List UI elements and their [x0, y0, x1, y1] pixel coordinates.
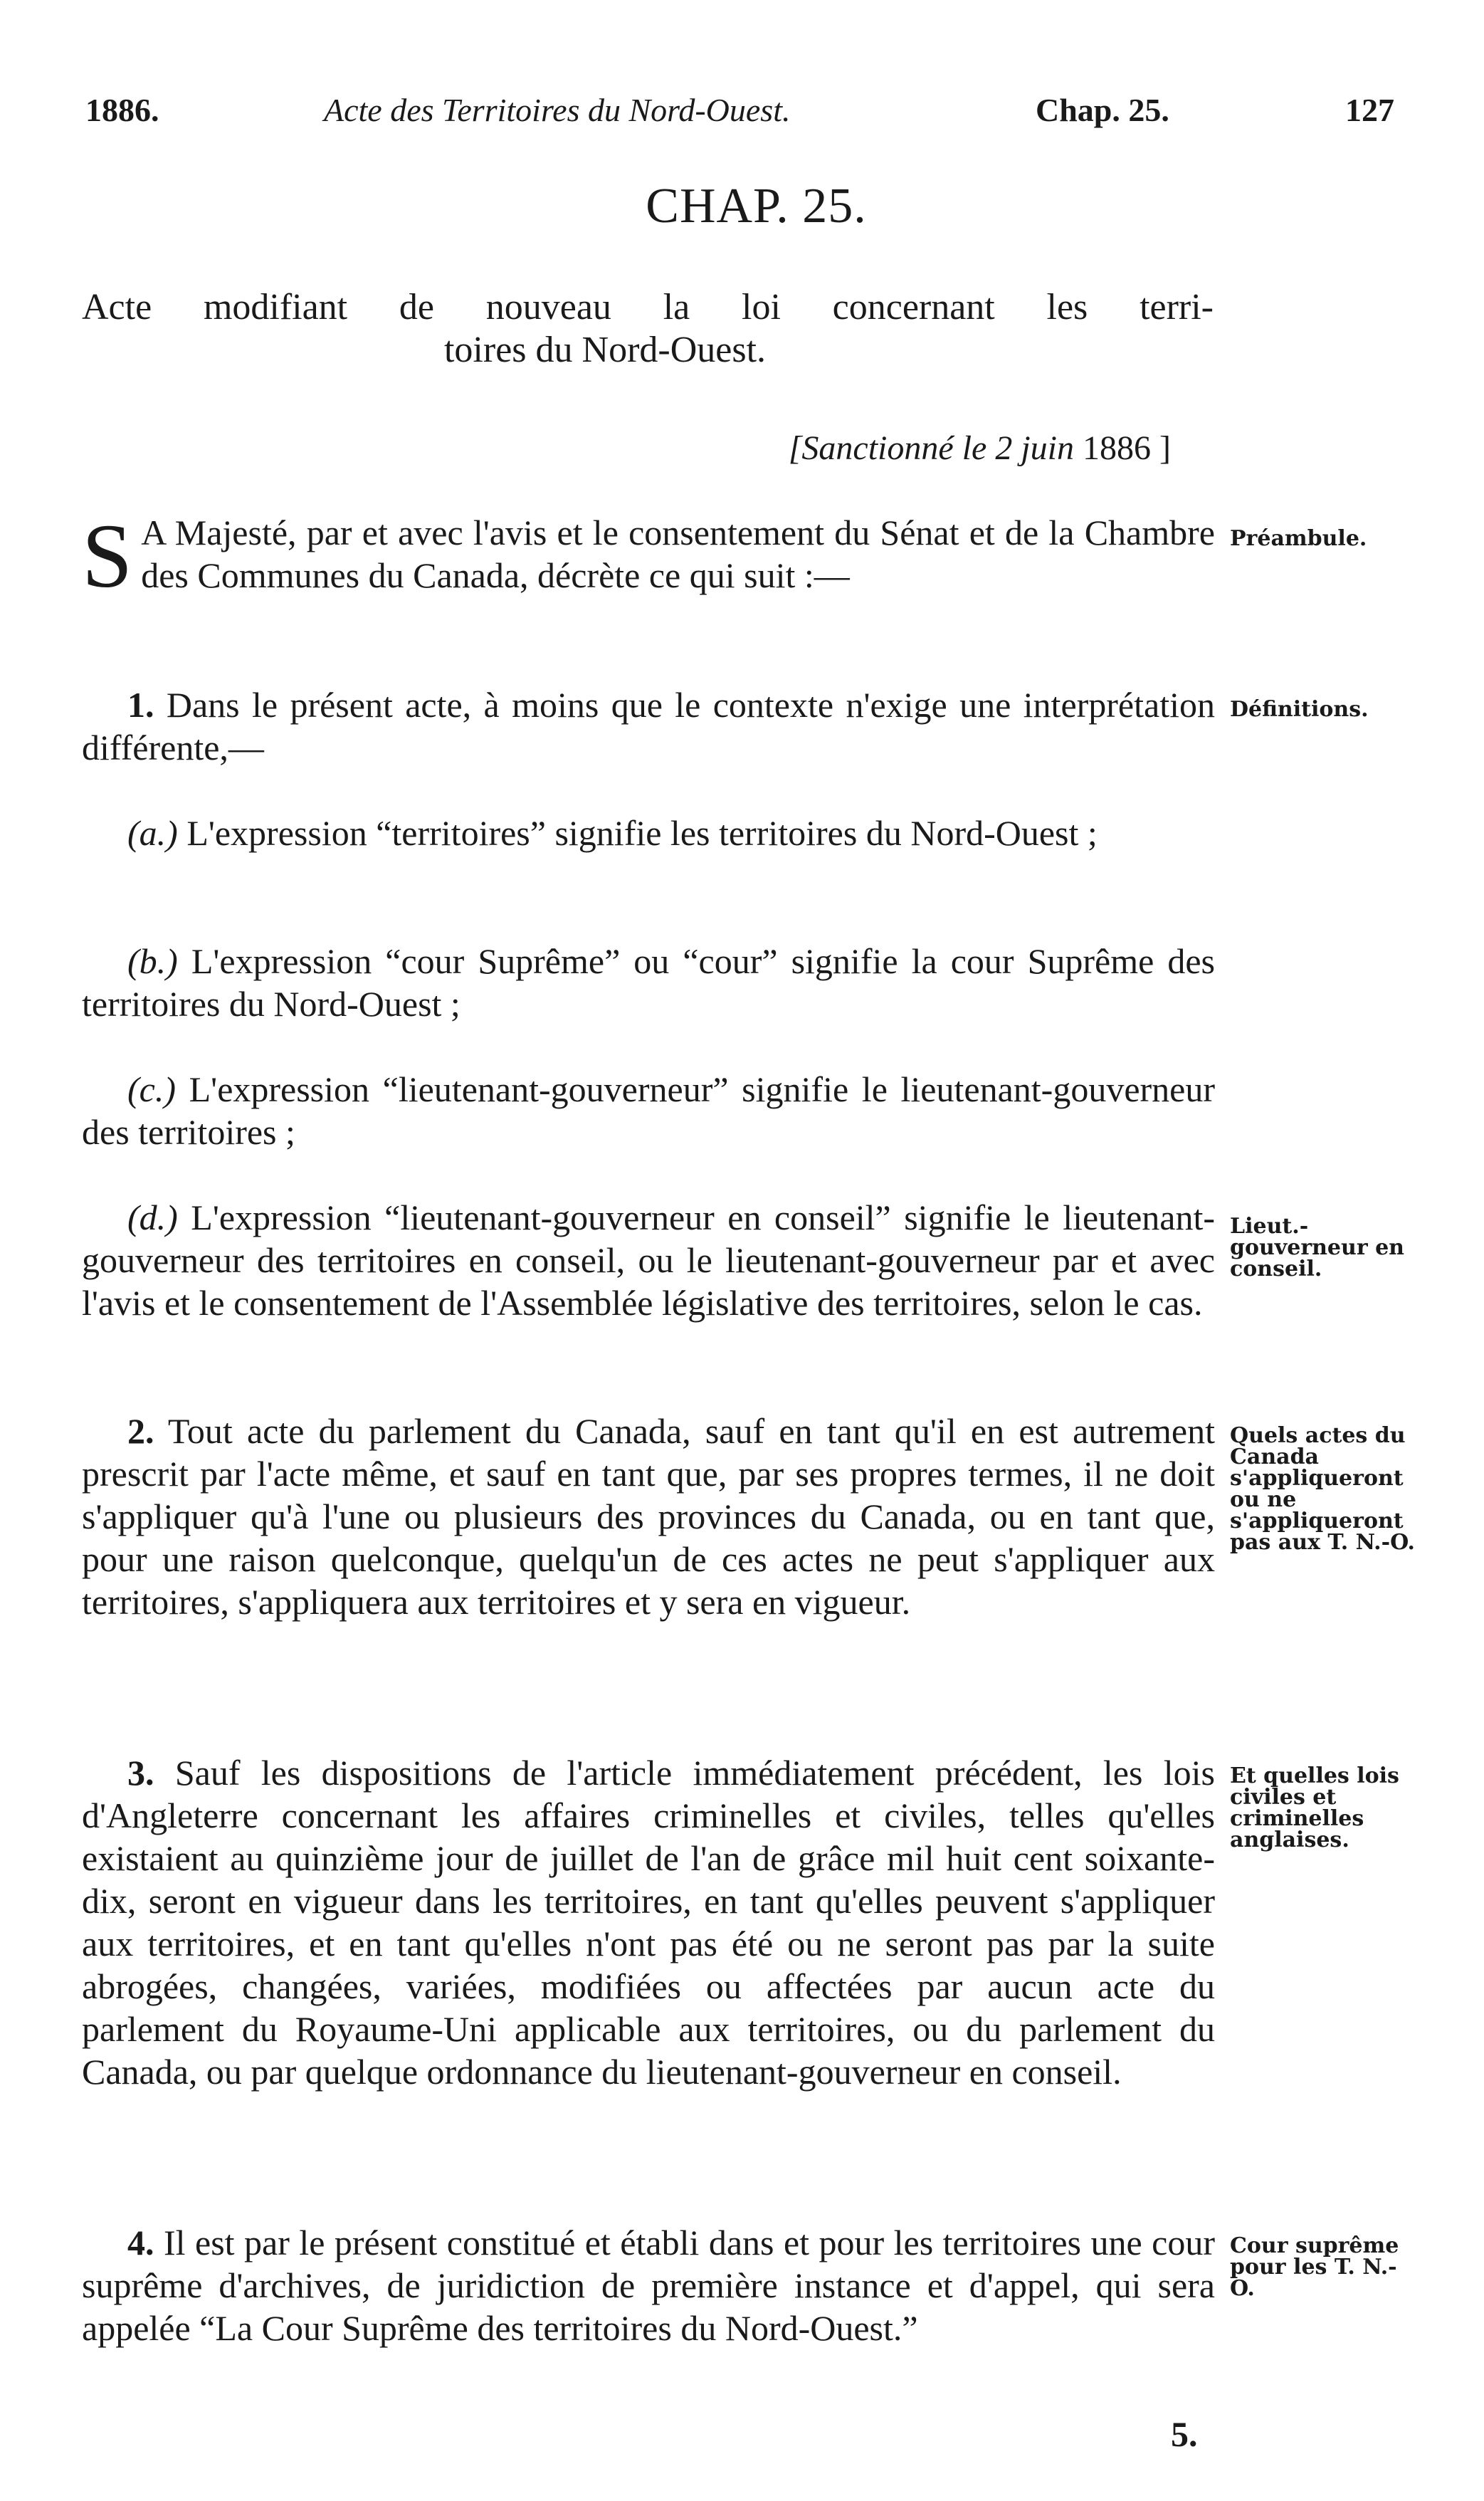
- sanction-date: [789, 429, 1171, 468]
- section-3: [82, 1751, 1215, 2093]
- sidenote-section-4: Cour suprême pour les T. N.-O.: [1230, 2233, 1399, 2301]
- clause-label: (a.): [127, 813, 178, 853]
- act-title: [82, 286, 1214, 372]
- section-number: 3.: [127, 1753, 154, 1793]
- section-text: Il est par le présent constitué et établi dans et pour les territoires une cour suprême d'archives, de juridiction de première instance et d'appel, qui sera appelée “La Cour Suprême des territoires du Nord-Ouest.”: [82, 2223, 1215, 2348]
- preamble-paragraph: [82, 505, 1215, 607]
- section-1: [82, 683, 1215, 769]
- clause-text: L'expression “cour Suprême” ou “cour” signifie la cour Suprême des territoires du Nord-Ouest ;: [82, 941, 1215, 1024]
- section-text: Tout acte du parlement du Canada, sauf en tant qu'il en est autrement prescrit par l'acte même, et sauf en tant que, par ses propres termes, il ne doit s'appliquer qu'à l'une ou plusieurs des provinces du Canada, ou en tant que, pour une raison quelconque, quelqu'un de ces actes ne peut s'appliquer aux territoires, s'appliquera aux territoires et y sera en vigueur.: [82, 1411, 1215, 1622]
- section-number: 4.: [127, 2223, 154, 2263]
- definition-d: [82, 1196, 1215, 1324]
- running-head-title: Acte des Territoires du Nord-Ouest.: [324, 92, 791, 128]
- preamble-text: A Majesté, par et avec l'avis et le consentement du Sénat et de la Chambre des Communes du Canada, décrète ce qui suit :—: [141, 513, 1215, 595]
- clause-text: L'expression “lieutenant-gouverneur” signifie le lieutenant-gouverneur des territoires ;: [82, 1069, 1215, 1152]
- page-number: 127: [1345, 92, 1394, 128]
- sidenote-section-2: Quels actes du Canada s'appliqueront ou ne s'appliqueront pas aux T. N.-O.: [1230, 1423, 1415, 1555]
- sanction-text: [Sanctionné le 2 juin: [788, 429, 1075, 467]
- sidenote-preamble: Préambule.: [1230, 526, 1367, 551]
- sidenote-definitions: Définitions.: [1230, 697, 1369, 722]
- section-4: [82, 2221, 1215, 2349]
- sanction-year: 1886 ]: [1083, 429, 1171, 467]
- section-number: 1.: [127, 685, 154, 725]
- catchword: 5.: [1171, 2414, 1198, 2454]
- definition-b: [82, 940, 1215, 1025]
- section-2: [82, 1410, 1215, 1623]
- clause-label: (c.): [127, 1069, 176, 1109]
- act-title-line-2: toires du Nord-Ouest.: [443, 330, 767, 370]
- running-head-chapter: Chap. 25.: [1036, 92, 1169, 128]
- drop-cap: S: [82, 505, 133, 607]
- sidenote-lieut-gouverneur: Lieut.-gouverneur en conseil.: [1230, 1214, 1404, 1281]
- clause-text: L'expression “lieutenant-gouverneur en conseil” signifie le lieutenant-gouverneur des territoires en conseil, ou le lieutenant-gouverneur par et avec l'avis et le consentement de l'Assemblée législative des territoires, selon le cas.: [82, 1197, 1215, 1323]
- act-title-line-1: Acte modifiant de nouveau la loi concernant les terri-: [82, 287, 1214, 327]
- section-number: 2.: [127, 1411, 154, 1451]
- sidenote-section-3: Et quelles lois civiles et criminelles anglaises.: [1230, 1763, 1399, 1852]
- section-text: Sauf les dispositions de l'article immédiatement précédent, les lois d'Angleterre concernant les affaires criminelles et civiles, telles qu'elles existaient au quinzième jour de juillet de l'an de grâce mil huit cent soixante-dix, seront en vigueur dans les territoires, en tant qu'elles peuvent s'appliquer aux territoires, et en tant qu'elles n'ont pas été ou ne seront pas par la suite abrogées, changées, variées, modifiées ou affectées par aucun acte du parlement du Royaume-Uni applicable aux territoires, ou du parlement du Canada, ou par quelque ordonnance du lieutenant-gouverneur en conseil.: [82, 1753, 1216, 2092]
- clause-label: (d.): [127, 1197, 178, 1237]
- running-head: [0, 91, 1484, 141]
- section-text: Dans le présent acte, à moins que le contexte n'exige une interprétation différente,—: [82, 685, 1215, 767]
- running-head-year: 1886.: [85, 92, 159, 128]
- definition-c: [82, 1068, 1215, 1153]
- clause-text: L'expression “territoires” signifie les territoires du Nord-Ouest ;: [186, 813, 1098, 853]
- chapter-heading: CHAP. 25.: [646, 179, 867, 234]
- clause-label: (b.): [127, 941, 178, 981]
- definition-a: [82, 812, 1215, 854]
